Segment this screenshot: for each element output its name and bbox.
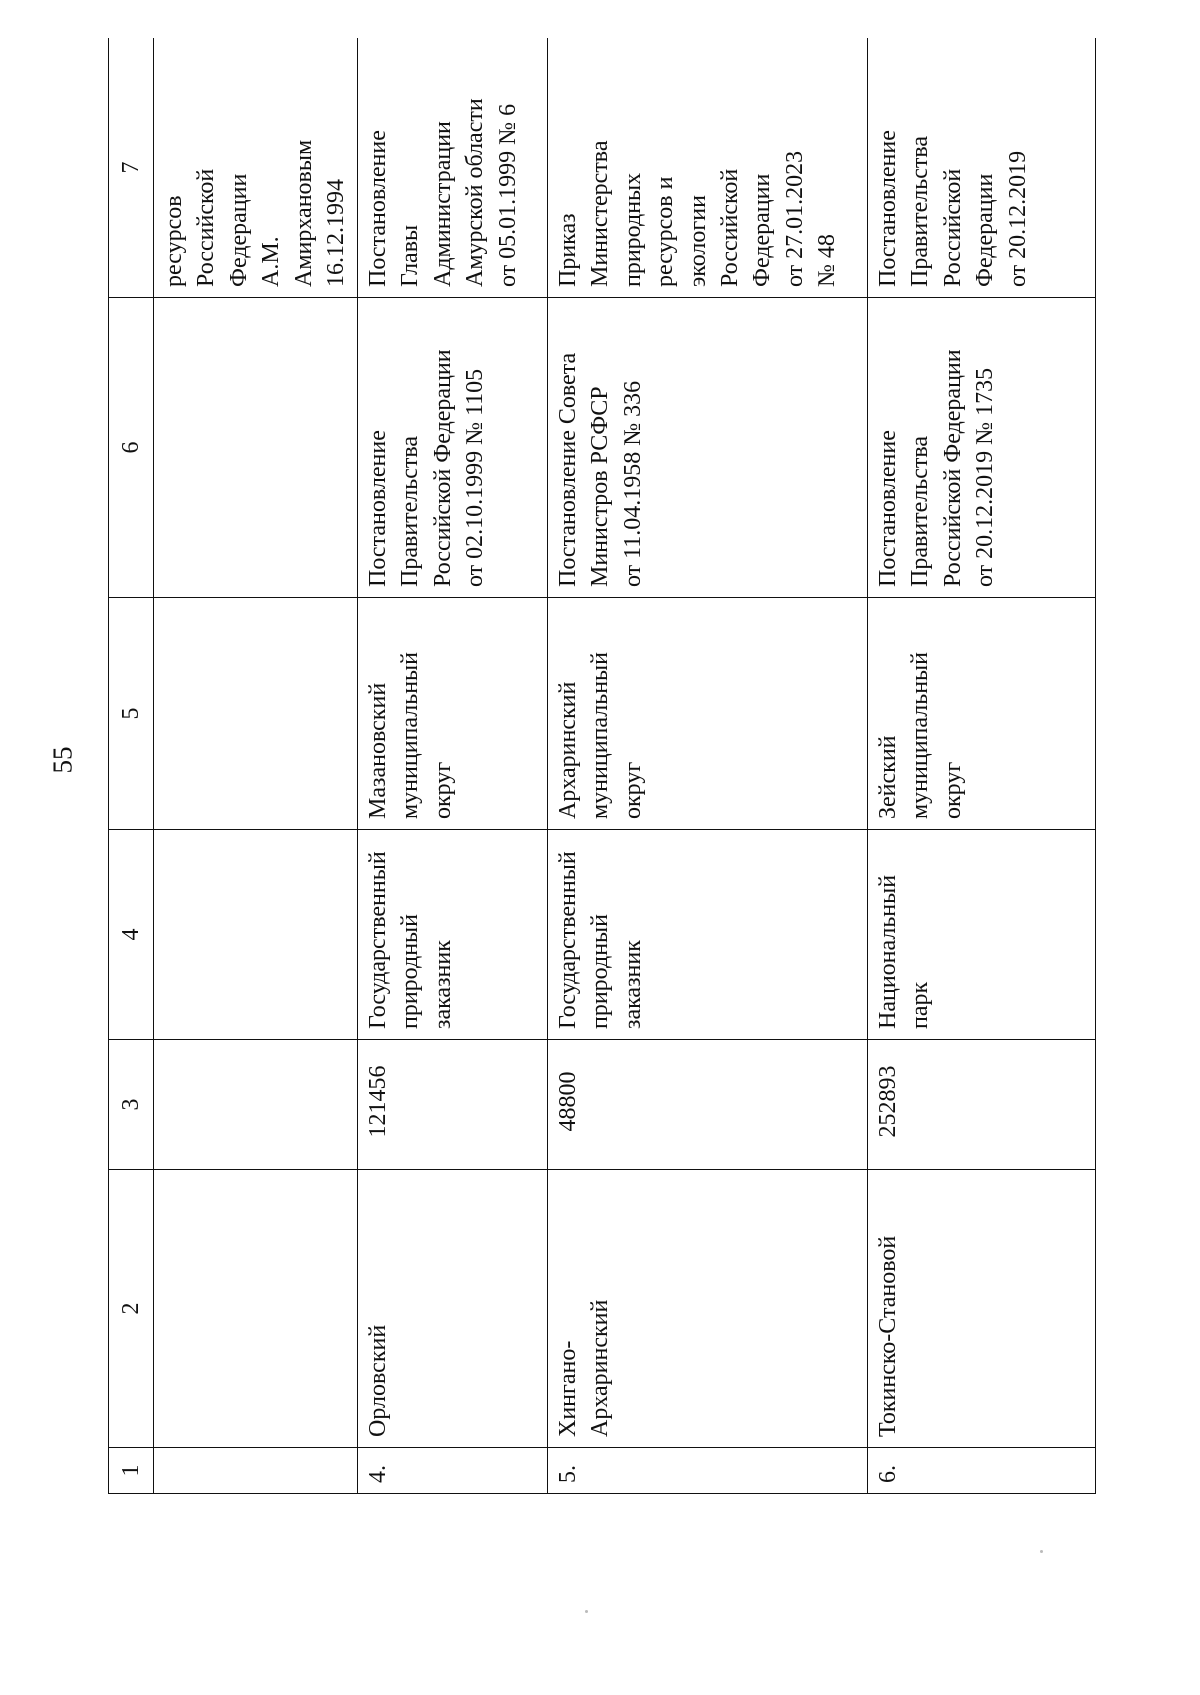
municipality-cell: Мазановский муниципальный округ	[358, 598, 548, 830]
area-name-cell: Токинско-Становой	[868, 1170, 1096, 1448]
header-cell: 1	[109, 1448, 154, 1494]
municipality-cell	[154, 598, 358, 830]
scan-speck	[1040, 1550, 1043, 1553]
protected-areas-table	[108, 38, 1096, 1494]
area-size-cell: 252893	[868, 1040, 1096, 1170]
category-cell: Государственный природный заказник	[548, 830, 868, 1040]
header-cell: 3	[109, 1040, 154, 1170]
page-number: 55	[47, 746, 78, 774]
row-number-cell: 4.	[358, 1448, 548, 1494]
header-cell: 7	[109, 38, 154, 298]
table-row	[358, 38, 548, 1494]
category-cell: Государственный природный заказник	[358, 830, 548, 1040]
regulation-document-cell: Постановление Главы Администрации Амурской области от 05.01.1999 № 6	[358, 38, 548, 298]
row-number-cell: 5.	[548, 1448, 868, 1494]
category-cell	[154, 830, 358, 1040]
category-cell: Национальный парк	[868, 830, 1096, 1040]
document-table-frame	[108, 38, 1096, 1494]
founding-document-cell: Постановление Правительства Российской Федерации от 02.10.1999 № 1105	[358, 298, 548, 598]
founding-document-cell: Постановление Правительства Российской Федерации от 20.12.2019 № 1735	[868, 298, 1096, 598]
regulation-document-cell: Постановление Правительства Российской Федерации от 20.12.2019	[868, 38, 1096, 298]
header-cell: 4	[109, 830, 154, 1040]
municipality-cell: Зейский муниципальный округ	[868, 598, 1096, 830]
header-cell: 2	[109, 1170, 154, 1448]
row-number-cell: 6.	[868, 1448, 1096, 1494]
area-size-cell	[154, 1040, 358, 1170]
header-cell: 6	[109, 298, 154, 598]
regulation-document-cell: ресурсов Российской Федерации А.М. Амирхановым 16.12.1994	[154, 38, 358, 298]
area-size-cell: 48800	[548, 1040, 868, 1170]
header-cell: 5	[109, 598, 154, 830]
table-header-row	[109, 38, 154, 1494]
area-name-cell: Хингано- Архаринский	[548, 1170, 868, 1448]
founding-document-cell	[154, 298, 358, 598]
table-row	[868, 38, 1096, 1494]
row-number-cell	[154, 1448, 358, 1494]
area-name-cell: Орловский	[358, 1170, 548, 1448]
rotated-table-wrapper	[108, 38, 1096, 1494]
area-size-cell: 121456	[358, 1040, 548, 1170]
table-row	[548, 38, 868, 1494]
municipality-cell: Архаринский муниципальный округ	[548, 598, 868, 830]
scan-speck	[585, 1610, 588, 1613]
founding-document-cell: Постановление Совета Министров РСФСР от 11.04.1958 № 336	[548, 298, 868, 598]
regulation-document-cell: Приказ Министерства природных ресурсов и экологии Российской Федерации от 27.01.2023 № 48	[548, 38, 868, 298]
table-row	[154, 38, 358, 1494]
area-name-cell	[154, 1170, 358, 1448]
